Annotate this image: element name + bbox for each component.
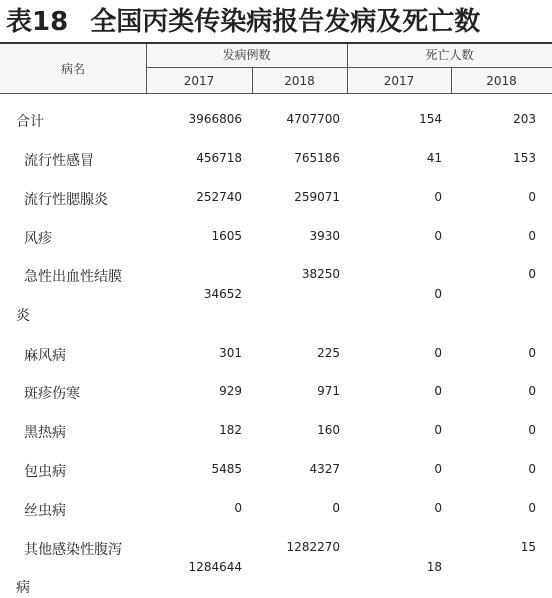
row-name: 合计 [16,114,44,130]
cases-2017-cell: 34652 [203,287,242,301]
deaths-2017-cell: 0 [434,190,442,204]
row-name: 麻风病 [24,348,66,364]
table-number: 表18 [6,7,69,37]
deaths-2017-cell: 0 [434,287,442,301]
row-name: 包虫病 [24,464,66,480]
deaths-2017-cell: 41 [426,151,442,165]
row-name-continued: 炎 [16,308,30,324]
cases-2018-cell: 259071 [294,190,340,204]
header-disease-name: 病名 [60,62,85,76]
deaths-2017-cell: 0 [434,346,442,360]
cases-2018-cell: 0 [332,501,340,515]
deaths-2018-cell: 0 [528,229,536,243]
deaths-2018-cell: 0 [528,501,536,515]
header-deaths-2018: 2018 [486,74,517,88]
cases-2018-cell: 1282270 [286,540,340,554]
row-name: 流行性感冒 [24,153,94,169]
deaths-2018-cell: 203 [513,112,536,126]
cases-2017-cell: 0 [234,501,242,515]
header-divider [347,44,348,94]
cases-2018-cell: 38250 [301,267,340,281]
header-cases-2018: 2018 [284,74,315,88]
deaths-2017-cell: 0 [434,229,442,243]
deaths-2017-cell: 0 [434,423,442,437]
deaths-2018-cell: 0 [528,190,536,204]
deaths-2018-cell: 15 [520,540,536,554]
cases-2017-cell: 5485 [211,462,242,476]
row-name: 其他感染性腹泻 [24,542,122,558]
cases-2018-cell: 3930 [309,229,340,243]
row-name: 急性出血性结膜 [24,269,122,285]
cases-2017-cell: 301 [219,346,242,360]
deaths-2018-cell: 0 [528,462,536,476]
deaths-2017-cell: 0 [434,501,442,515]
header-cases: 发病例数 [222,48,271,62]
cases-2017-cell: 182 [219,423,242,437]
deaths-2017-cell: 18 [426,560,442,574]
header-deaths: 死亡人数 [425,48,474,62]
cases-2017-cell: 3966806 [188,112,242,126]
table-header [0,42,552,94]
deaths-2017-cell: 0 [434,384,442,398]
header-cases-2017: 2017 [183,74,215,88]
cases-2017-cell: 1605 [211,229,242,243]
row-name: 风疹 [24,231,52,247]
table-title [6,4,552,40]
row-name: 丝虫病 [24,503,66,519]
row-name-continued: 病 [16,580,30,596]
header-divider [146,67,552,68]
deaths-2017-cell: 0 [434,462,442,476]
header-deaths-2017: 2017 [383,74,415,88]
header-divider [252,68,253,94]
row-name: 流行性腮腺炎 [24,192,108,208]
deaths-2018-cell: 0 [528,384,536,398]
cases-2017-cell: 252740 [196,190,242,204]
cases-2017-cell: 1284644 [188,560,242,574]
cases-2018-cell: 4327 [309,462,340,476]
deaths-2018-cell: 153 [513,151,536,165]
cases-2018-cell: 971 [317,384,340,398]
header-divider [451,68,452,94]
table-title-text: 全国丙类传染病报告发病及死亡数 [90,7,481,37]
cases-2018-cell: 160 [317,423,340,437]
deaths-2018-cell: 0 [528,267,536,281]
deaths-2017-cell: 154 [419,112,442,126]
row-name: 斑疹伤寒 [24,386,80,402]
deaths-2018-cell: 0 [528,423,536,437]
deaths-2018-cell: 0 [528,346,536,360]
cases-2018-cell: 4707700 [286,112,340,126]
header-divider [146,44,147,94]
cases-2017-cell: 929 [219,384,242,398]
cases-2018-cell: 765186 [294,151,340,165]
cases-2017-cell: 456718 [196,151,242,165]
cases-2018-cell: 225 [317,346,340,360]
row-name: 黑热病 [24,425,66,441]
